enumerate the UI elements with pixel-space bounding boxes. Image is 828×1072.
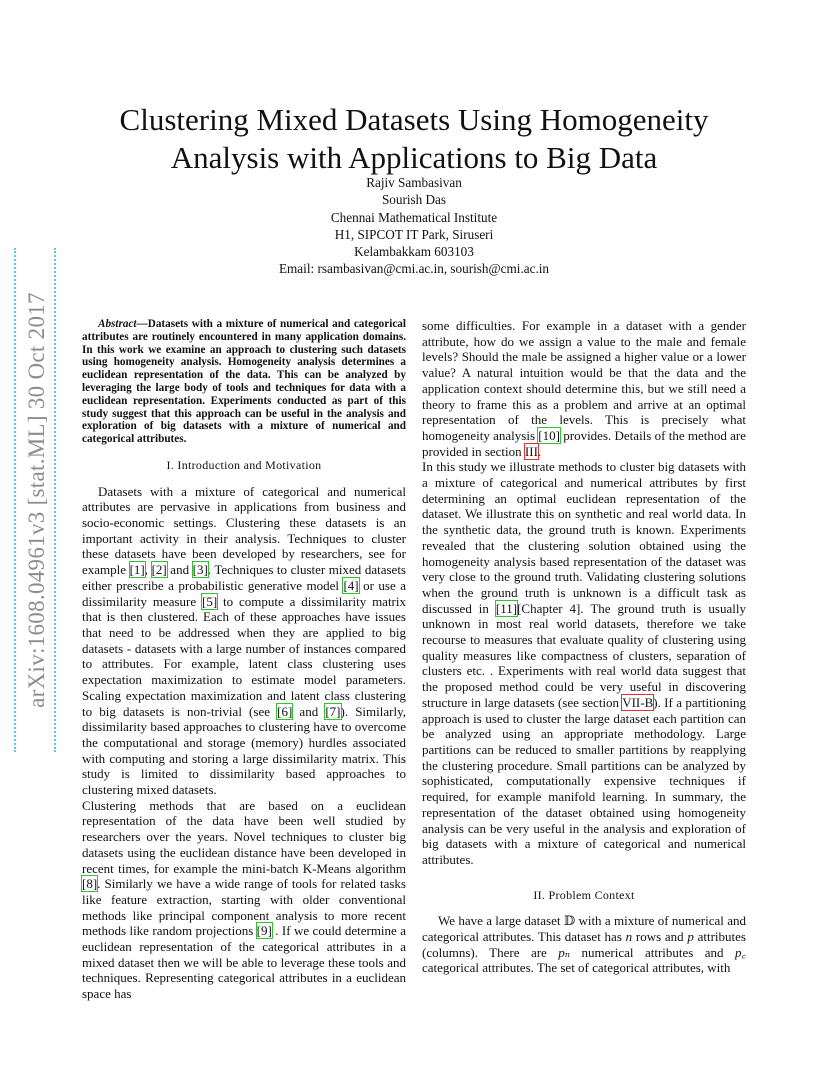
title-line-1: Clustering Mixed Datasets Using Homogeneity bbox=[119, 101, 709, 137]
right-column bbox=[422, 318, 746, 976]
author-name: Rajiv Sambasivan bbox=[366, 175, 462, 190]
citation-link[interactable]: [2] bbox=[151, 562, 167, 578]
title-line-2: Analysis with Applications to Big Data bbox=[170, 139, 658, 175]
citation-link[interactable]: [8] bbox=[82, 876, 98, 892]
math-symbol: n bbox=[625, 929, 633, 945]
paragraph: We have a large dataset 𝔻 with a mixture of numerical and categorical attributes. This dataset has n rows and p attributes (columns). There are pₙ numerical attributes and p꜀ categorical attributes. The set of categorical attributes, with bbox=[422, 913, 747, 976]
section-link[interactable]: III bbox=[524, 443, 538, 459]
address-line: Kelambakkam 603103 bbox=[354, 244, 474, 260]
citation-link[interactable]: [1] bbox=[129, 562, 145, 578]
arxiv-stamp-border-left bbox=[14, 248, 16, 752]
author-email: Email: rsambasivan@cmi.ac.in, sourish@cmi.ac.in bbox=[278, 261, 550, 277]
citation-link[interactable]: [3] bbox=[192, 562, 208, 578]
math-symbol: p꜀ bbox=[735, 944, 747, 960]
paragraph: Clustering methods that are based on a euclidean representation of the data have been well studied by researchers over the years. Novel techniques to cluster big datasets using the euclidean distance have been developed in recent times, for example the mini-batch K-Means algorithm [8]. Similarly we have a wide range of tools for related tasks like feature extraction, starting with older conventional methods like principal component analysis to more recent methods like random projections [9] . If we could determine a euclidean representation of the categorical attributes in a mixed dataset then we will be able to leverage these tools and techniques. Representing categorical attributes in a euclidean space has bbox=[82, 797, 406, 1002]
math-symbol: p bbox=[687, 929, 694, 945]
section-1-heading: I. Introduction and Motivation bbox=[166, 457, 322, 472]
author-block bbox=[160, 174, 668, 278]
affiliation: Chennai Mathematical Institute bbox=[330, 209, 498, 225]
math-symbol: pₙ bbox=[558, 944, 571, 960]
paper-title bbox=[60, 101, 768, 177]
paragraph: Datasets with a mixture of categorical and numerical attributes are pervasive in applications from business and socio-economic settings. Clustering these datasets is an important activity in their analysis. Techniques to cluster these datasets have been developed by researchers, see for example [1], [2] and [3]. Techniques to cluster mixed datasets either prescribe a probabilistic generative model [4] or use a dissimilarity measure [5] to compute a dissimilarity matrix that is then clustered. Each of these approaches have issues that need to be addressed when they are applied to big datasets - datasets with a large number of instances compared to attributes. For example, latent class clustering uses expectation maximization to estimate model parameters. Scaling expectation maximization and latent class clustering to big datasets is non-trivial (see [6] and [7]). Similarly, dissimilarity based approaches to clustering have to overcome the computational and storage (memory) hurdles associated with computing and storing a large dissimilarity matrix. This study is limited to dissimilarity based approaches to clustering mixed datasets. bbox=[82, 483, 406, 798]
citation-link[interactable]: [5] bbox=[202, 593, 218, 609]
abstract-body: —Datasets with a mixture of numerical and categorical attributes are routinely encountered in many application domains. In this work we examine an approach to clustering such datasets using homogeneity analysis. Homogeneity analysis determines a euclidean representation of the data. This can be analyzed by leveraging the large body of tools and techniques for data with a euclidean representation. Experiments conducted as part of this study suggest that this approach can be useful in the analysis and exploration of big datasets with a mixture of numerical and categorical attributes. bbox=[82, 318, 406, 446]
address-line: H1, SIPCOT IT Park, Siruseri bbox=[334, 226, 494, 242]
math-symbol: 𝔻 bbox=[563, 913, 576, 929]
arxiv-stamp-border-right bbox=[54, 248, 56, 752]
citation-link[interactable]: [7] bbox=[325, 703, 341, 719]
citation-link[interactable]: [10] bbox=[538, 427, 560, 443]
arxiv-identifier: arXiv:1608.04961v3 [stat.ML] 30 Oct 2017 bbox=[24, 292, 50, 708]
arxiv-stamp bbox=[24, 250, 50, 750]
citation-link[interactable]: [6] bbox=[277, 703, 293, 719]
section-link[interactable]: VII-B bbox=[622, 694, 654, 710]
section-2-heading: II. Problem Context bbox=[533, 887, 635, 902]
abstract-lead: Abstract bbox=[98, 318, 137, 330]
paragraph: some difficulties. For example in a dataset with a gender attribute, how do we assign a value to the male and female levels? Should the male be assigned a higher value or a lower value? A natural intuition would be that the data and the application context should determine this, but we still need a theory to frame this as a problem and arrive at an optimal representation of the levels. This is precisely what homogeneity analysis [10] provides. Details of the method are provided in section III. bbox=[422, 318, 746, 459]
author-name: Sourish Das bbox=[381, 192, 447, 208]
left-column bbox=[82, 318, 406, 1002]
abstract bbox=[82, 318, 406, 446]
paragraph: In this study we illustrate methods to cluster big datasets with a mixture of categorical and numerical attributes by first determining an optimal euclidean representation of the dataset. We illustrate this on synthetic and real world data. In the synthetic data, the ground truth is known. Experiments revealed that the clustering solution obtained using the homogeneity analysis based representation of the dataset was very close to the ground truth. Validating clustering solutions when the ground truth is unknown is a difficult task as discussed in [11][Chapter 4]. The ground truth is usually unknown in most real world datasets, therefore we take recourse to measures that evaluate quality of clustering using quality measures like compactness of clusters, separation of clusters etc. . Experiments with real world data suggest that the proposed method could be very useful in discovering structure in large datasets (see section VII-B). If a partitioning approach is used to cluster the large dataset each partition can be analyzed using an appropriate methodology. Large partitions can be reduced to smaller partitions by reapplying the clustering procedure. Small partitions can be analyzed by sophisticated, computationally expensive techniques if required, for example manifold learning. In summary, the representation of the dataset obtained using homogeneity analysis can be very useful in the analysis and exploration of big datasets with a mixture of categorical and numerical attributes. bbox=[422, 459, 746, 867]
citation-link[interactable]: [11] bbox=[495, 600, 518, 616]
citation-link[interactable]: [4] bbox=[343, 577, 359, 593]
citation-link[interactable]: [9] bbox=[256, 923, 272, 939]
